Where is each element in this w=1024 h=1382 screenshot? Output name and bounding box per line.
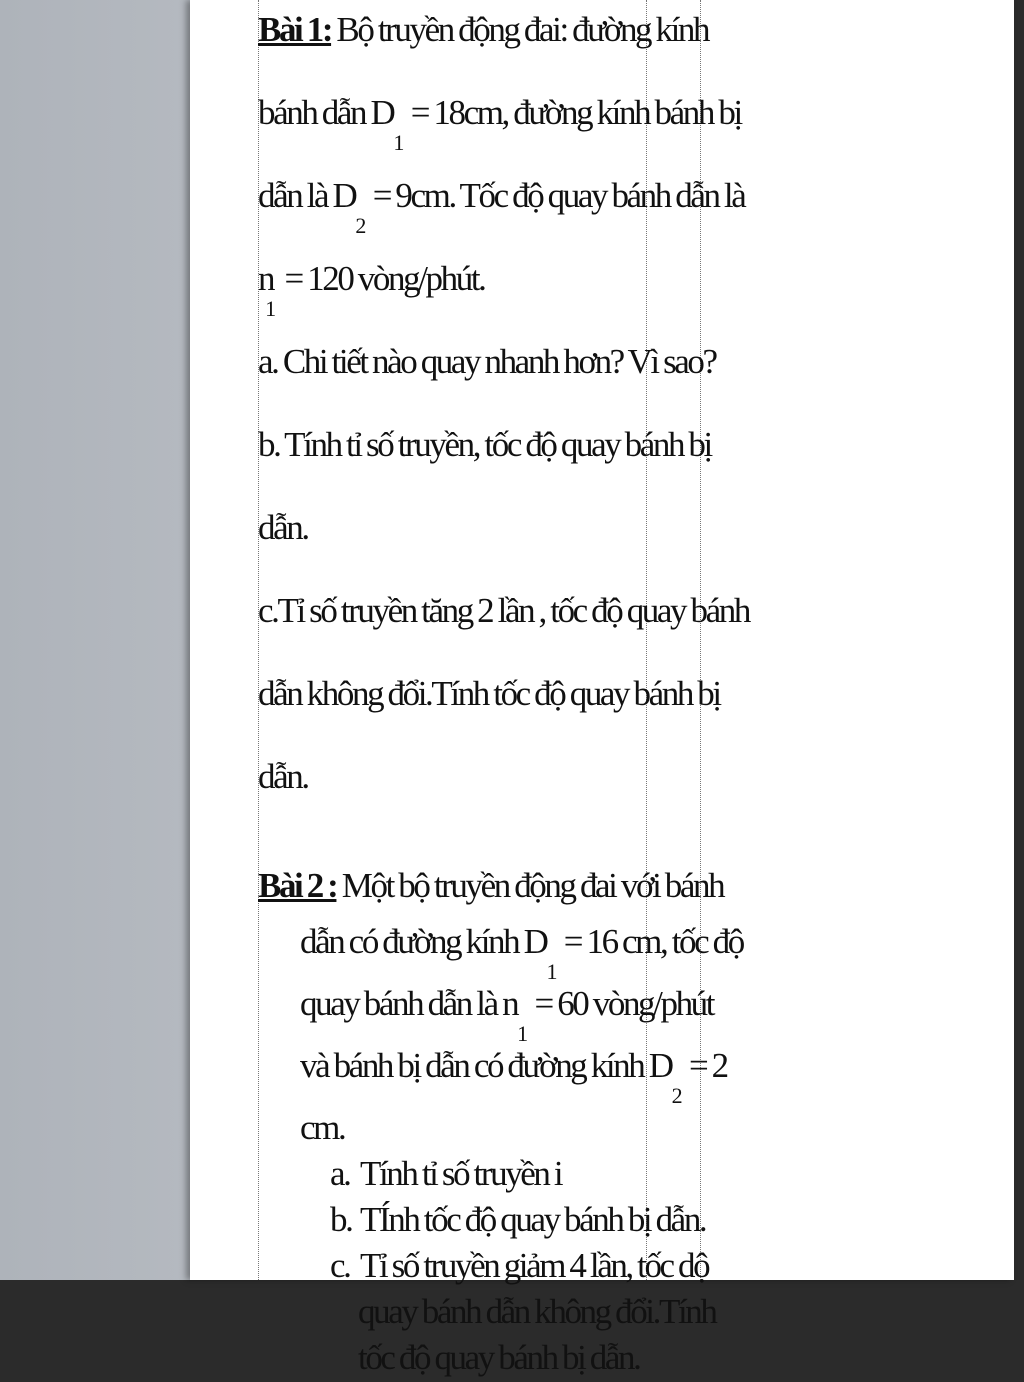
bai2-line-2: dẫn có đường kính D1 = 16 cm, tốc độ bbox=[300, 922, 743, 984]
bai1-line-2: bánh dẫn D1 = 18cm, đường kính bánh bị bbox=[258, 93, 741, 155]
bai1-question-b-line1: b. Tính tỉ số truyền, tốc độ quay bánh bị bbox=[258, 425, 711, 464]
bai2-item-b: b. TÍnh tốc độ quay bánh bị dẫn. bbox=[330, 1200, 706, 1239]
bai1-question-c-line2: dẫn không đổi.Tính tốc độ quay bánh bị bbox=[258, 674, 720, 713]
bai1-line-4: n1 = 120 vòng/phút. bbox=[258, 259, 485, 321]
bai1-heading: Bài 1: bbox=[258, 10, 332, 49]
bai1-line-1: Bài 1: Bộ truyền động đai: đường kính bbox=[258, 10, 709, 49]
bai1-line-3: dẫn là D2 = 9cm. Tốc độ quay bánh dẫn là bbox=[258, 176, 745, 238]
bai2-line-3: quay bánh dẫn là n1 = 60 vòng/phút bbox=[300, 984, 714, 1046]
bai2-item-c-line2: quay bánh dẫn không đổi.Tính bbox=[358, 1292, 716, 1331]
bai2-item-c-line3: tốc độ quay bánh bị dẫn. bbox=[358, 1338, 640, 1377]
bai1-question-a: a. Chi tiết nào quay nhanh hơn? Vì sao? bbox=[258, 342, 716, 381]
bai1-question-b-line2: dẫn. bbox=[258, 508, 308, 547]
bai1-question-c-line3: dẫn. bbox=[258, 757, 308, 796]
document-page[interactable] bbox=[190, 0, 1014, 1377]
bai2-line-1: Bài 2 : Một bộ truyền động đai với bánh bbox=[258, 866, 724, 905]
page-text-column[interactable] bbox=[258, 4, 749, 1380]
bai2-item-a: a. Tính tỉ số truyền i bbox=[330, 1154, 562, 1193]
bai2-heading: Bài 2 : bbox=[258, 866, 337, 905]
bai2-item-c: c. Tỉ số truyền giảm 4 lần, tốc dộ bbox=[330, 1246, 709, 1285]
paragraph-gap bbox=[258, 834, 646, 862]
bai2-line-5: cm. bbox=[300, 1108, 345, 1147]
bai1-question-c-line1: c.Tỉ số truyền tăng 2 lần , tốc độ quay bánh bbox=[258, 591, 749, 630]
bai2-line-4: và bánh bị dẫn có đường kính D2 = 2 bbox=[300, 1046, 727, 1108]
